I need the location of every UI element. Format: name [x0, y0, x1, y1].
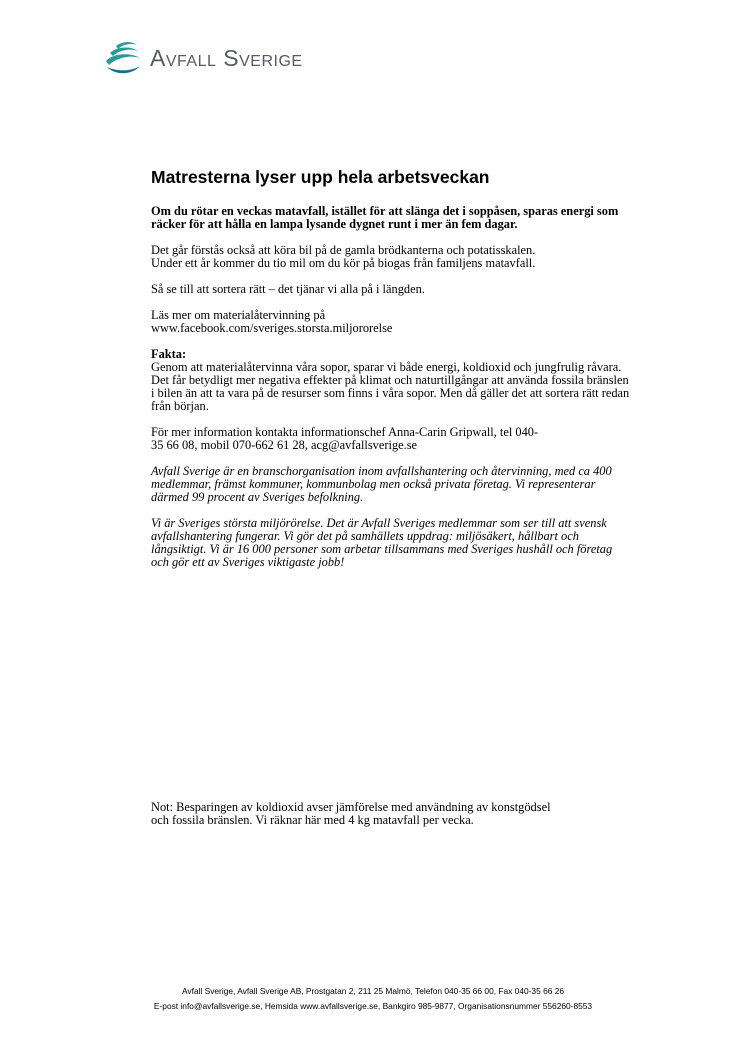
avfall-sverige-wave-icon	[104, 40, 142, 76]
page-footer	[0, 984, 746, 1014]
paragraph-read-more	[151, 309, 631, 335]
about-paragraph-2: Vi är Sveriges största miljörörelse. Det är Avfall Sveriges medlemmar som ser till att svensk avfallshantering fungerar. Vi gör det på samhällets uppdrag: miljösäkert, hållbart och långsiktigt. Vi är 16 000 personer som arbetar tillsammans med Sveriges hushåll och företag och gör ett av Sveriges viktigaste jobb!	[151, 516, 613, 569]
read-more-text: Läs mer om materialåtervinning på	[151, 308, 326, 322]
paragraph-biogas-line1: Det går förstås också att köra bil på de gamla brödkanterna och potatisskalen.	[151, 243, 536, 257]
press-release	[151, 166, 631, 582]
paragraph-sortera: Så se till att sortera rätt – det tjänar vi alla på i längden.	[151, 282, 425, 296]
footnote-line1: Not: Besparingen av koldioxid avser jämförelse med användning av konstgödsel	[151, 800, 551, 814]
footnote-line2: och fossila bränslen. Vi räknar här med 4 kg matavfall per vecka.	[151, 813, 474, 827]
contact-line2: 35 66 08, mobil 070-662 61 28, acg@avfallsverige.se	[151, 438, 418, 452]
fakta-section	[151, 348, 631, 413]
logo	[104, 40, 303, 76]
fakta-heading: Fakta:	[151, 347, 187, 361]
paragraph-biogas-line2: Under ett år kommer du tio mil om du kör på biogas från familjens matavfall.	[151, 256, 536, 270]
contact-line1: För mer information kontakta informationschef Anna-Carin Gripwall, tel 040-	[151, 425, 539, 439]
page-title: Matresterna lyser upp hela arbetsveckan	[151, 167, 490, 187]
about-paragraph-1: Avfall Sverige är en branschorganisation inom avfallshantering och återvinning, med ca 400 medlemmar, främst kommuner, kommunbolag men också privata företag. Vi representerar därmed 99 procent av Sveriges befolkning.	[151, 464, 612, 504]
footnote	[151, 801, 631, 827]
lead-paragraph: Om du rötar en veckas matavfall, istället för att slänga det i soppåsen, sparas energi som räcker för att hålla en lampa lysande dygnet runt i mer än fem dagar.	[151, 204, 619, 231]
footer-contact: E-post info@avfallsverige.se, Hemsida www.avfallsverige.se, Bankgiro 985-9877, Organisationsnummer 556260-8553	[153, 1001, 593, 1011]
contact-paragraph	[151, 426, 631, 452]
facebook-link[interactable]: www.facebook.com/sveriges.storsta.miljororelse	[151, 321, 393, 335]
footer-address: Avfall Sverige, Avfall Sverige AB, Prostgatan 2, 211 25 Malmö, Telefon 040-35 66 00, Fax 040-35 66 26	[181, 986, 565, 996]
paragraph-biogas	[151, 244, 631, 270]
logo-text: Avfall Sverige	[150, 44, 303, 71]
fakta-body: Genom att materialåtervinna våra sopor, sparar vi både energi, koldioxid och jungfrulig råvara. Det får betydligt mer negativa effekter på klimat och naturtillgångar att använda fossila bränslen i bilen än att ta vara på de resurser som finns i våra sopor. Men då gäller det att sortera rätt redan från början.	[151, 360, 630, 413]
